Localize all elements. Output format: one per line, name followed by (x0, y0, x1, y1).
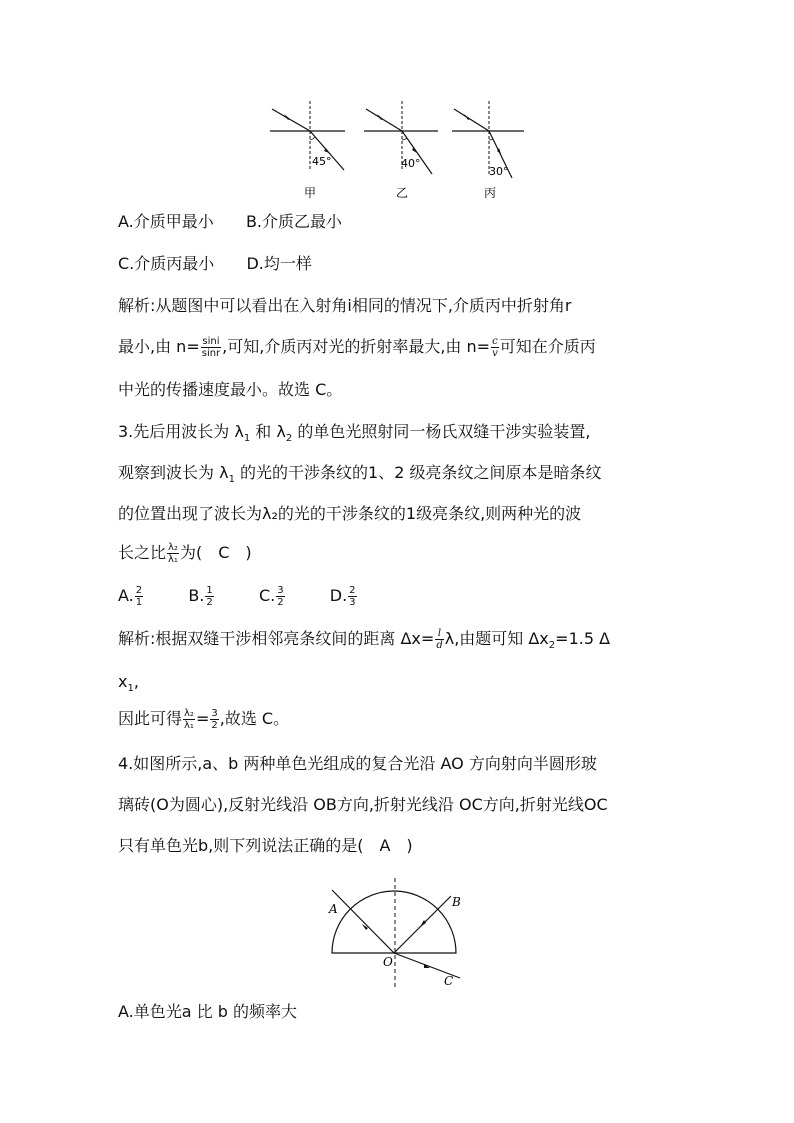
diagram-bing (452, 101, 524, 200)
q2-options-row2 (118, 254, 312, 274)
caption-jia: 甲 (304, 186, 317, 200)
label-O: O (383, 955, 393, 969)
diagram-yi (364, 101, 438, 200)
label-A: A (329, 902, 338, 916)
q3-option-c: C. $\frac{3}{2}$ (258, 585, 284, 608)
caption-yi: 乙 (396, 186, 409, 200)
q3-option-d: D. $\frac{2}{3}$ (329, 585, 356, 608)
q3-stem-line3: 的位置出现了波长为λ₂的光的干涉条纹的1级亮条纹,则两种光的波 (118, 504, 582, 523)
q2-option-a: A.介质甲最小 (118, 212, 214, 231)
q4-stem-line2: 璃砖(O为圆心),反射光线沿 OB方向,折射光线沿 OC方向,折射光线OC (118, 795, 608, 814)
q2-option-c: C.介质丙最小 (118, 254, 215, 273)
angle-label-jia: 45° (312, 155, 332, 168)
fringe-fraction: $\frac{l}{d}$ (436, 628, 443, 651)
angle-label-bing: 30° (489, 165, 509, 178)
q3-solution-line1: 解析:根据双缝干涉相邻亮条纹间的距离 Δx= $\frac{l}{d}$ λ,由题可知 $\Delta x_2=1.5$ Δ (118, 628, 611, 652)
speed-fraction: $\frac{c}{v}$ (492, 336, 498, 359)
q2-options-row1 (118, 212, 342, 232)
q3-options (118, 585, 358, 608)
caption-bing: 丙 (484, 186, 497, 200)
angle-label-yi: 40° (401, 157, 421, 170)
q2-solution-line1: 解析:从题图中可以看出在入射角i相同的情况下,介质丙中折射角r (118, 296, 572, 315)
diagram-jia (270, 101, 345, 200)
label-C: C (444, 974, 454, 988)
snell-fraction: $\frac{\sin i}{\sin r}$ (201, 336, 221, 359)
q2-option-d: D.均一样 (246, 254, 312, 273)
q3-stem-line1: 3.先后用波长为 $\lambda_1$ 和 $\lambda_2$ 的单色光照射同一杨氏双缝干涉实验装置, (118, 422, 591, 445)
q3-stem-line4: 长之比 $\frac{\text{λ₂}}{\text{λ₁}}$ 为( C ) (118, 542, 252, 565)
q4-stem-line1: 4.如图所示,a、b 两种单色光组成的复合光沿 AO 方向射向半圆形玻 (118, 754, 597, 773)
q4-stem-line3: 只有单色光b,则下列说法正确的是( A ) (118, 836, 413, 855)
ratio-fraction: $\frac{\text{λ₂}}{\text{λ₁}}$ (168, 542, 178, 565)
q3-option-b: B. $\frac{1}{2}$ (188, 585, 213, 608)
q2-option-b: B.介质乙最小 (245, 212, 343, 231)
q3-solution-line2: $x_1$, (118, 672, 139, 695)
q4-option-a: A.单色光a 比 b 的频率大 (118, 1002, 297, 1021)
q3-option-a: A. $\frac{2}{1}$ (118, 585, 143, 608)
refraction-figure (260, 96, 540, 206)
q3-solution-line3: 因此可得 $\frac{\text{λ₂}}{\text{λ₁}}$ = $\frac{3}{2}$ ,故选 C。 (118, 708, 290, 731)
label-B: B (452, 895, 461, 909)
q2-solution-line3: 中光的传播速度最小。故选 C。 (118, 380, 343, 399)
q2-solution-line2: 最小,由 n= $\frac{\sin i}{\sin r}$ ,可知,介质丙对光的折射率最大,由 n= $\frac{c}{v}$ 可知在介质丙 (118, 336, 596, 359)
q3-stem-line2: 观察到波长为 $\lambda_1$ 的光的干涉条纹的1、2 级亮条纹之间原本是暗条纹 (118, 463, 602, 486)
semicircle-figure (320, 878, 470, 993)
